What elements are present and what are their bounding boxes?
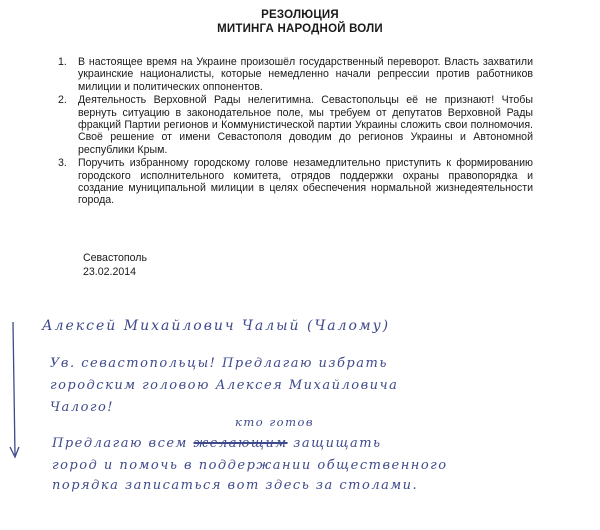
handwritten-line: город и помочь в поддержании общественного [52,458,448,473]
item-number: 1. [58,56,67,68]
document-title: РЕЗОЛЮЦИЯ [261,9,339,21]
handwritten-line: порядка записаться вот здесь за столами. [52,478,419,493]
item-number: 3. [58,157,67,170]
document-subtitle: МИТИНГА НАРОДНОЙ ВОЛИ [217,23,383,35]
handwritten-line: городским головою Алексея Михайловича [50,378,399,393]
item-text: Деятельность Верховной Рады нелегитимна. Севастопольцы её не признают! Чтобы вернуть ситуацию в законодательное поле, мы требуем от депутатов Верховной Рады фракций Партии регионов и Коммунистической партии Украины сложить свои полномочия. Своё решение от имени Севастополя доводим до регионов Украины и Автономной республики Крым. [78,94,533,156]
handwritten-fragment: защищать [293,436,382,451]
handwritten-candidate-name: Алексей Михайлович Чалый (Чалому) [42,318,391,334]
margin-stroke [13,322,15,455]
handwritten-line: Чалого! [50,400,115,415]
item-text: Поручить избранному городскому голове незамедлительно приступить к формированию городского исполнительного комитета, отрядов поддержки охраны правопорядка и создание муниципальной милиции в целях обеспечения нормальной жизнедеятельности города. [78,157,533,207]
item-text: В настоящее время на Украине произошёл государственный переворот. Власть захватили украинские националисты, которые немедленно начали репрессии против работников милиции и политических оппонентов. [78,56,533,93]
handwritten-line: Ув. севастопольцы! Предлагаю избрать [50,356,388,371]
struck-word: желающим [193,436,288,451]
signature-date: 23.02.2014 [83,266,137,278]
signature-place: Севастополь [83,252,147,264]
handwritten-fragment: Предлагаю всем [52,436,188,451]
item-number: 2. [58,94,67,107]
handwritten-line [52,436,382,451]
handwritten-insertion: кто готов [235,415,315,429]
